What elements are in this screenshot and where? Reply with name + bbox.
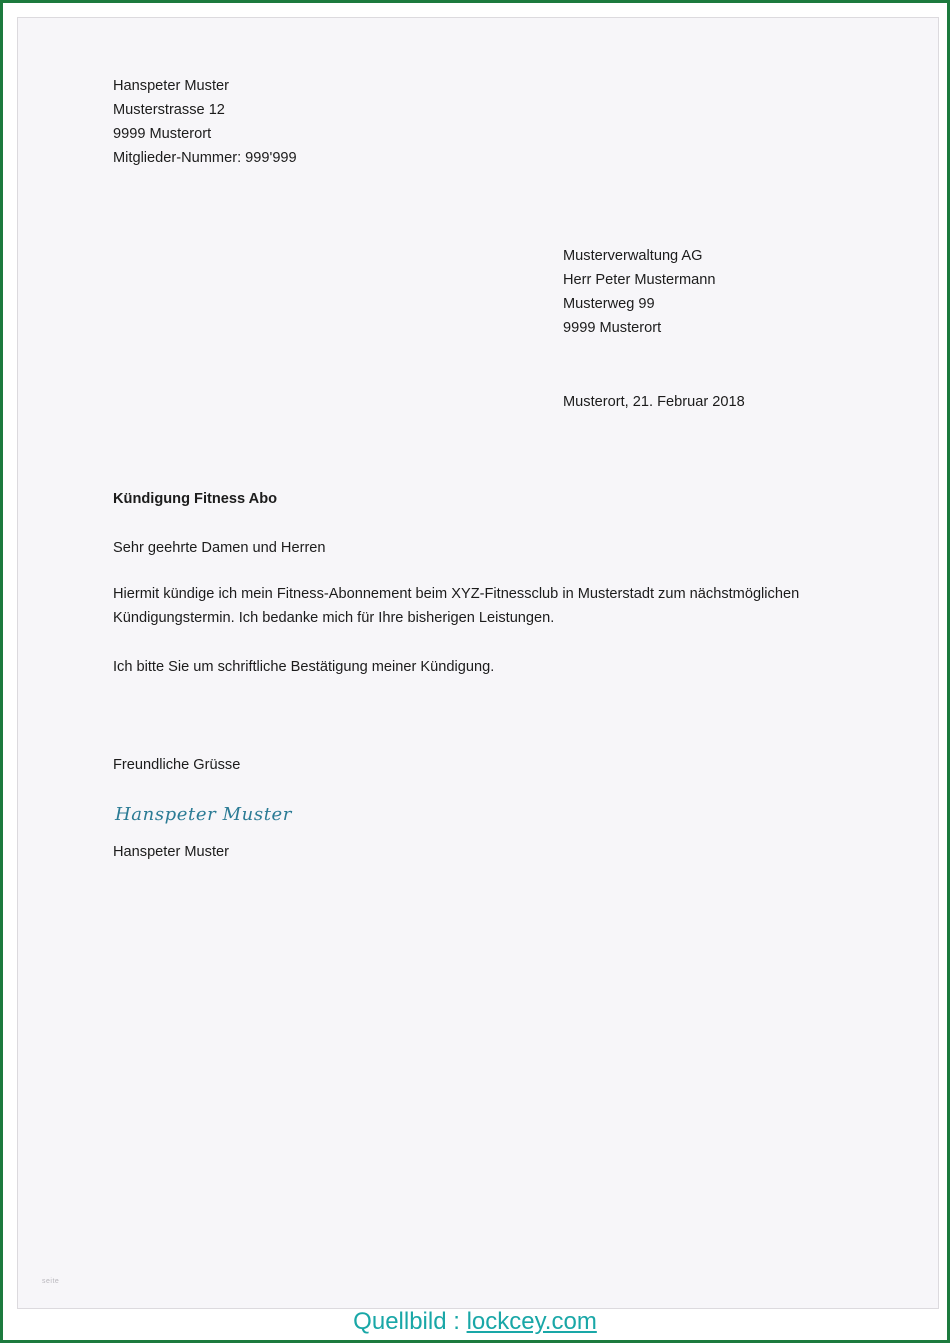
recipient-line-1: Musterverwaltung AG bbox=[563, 248, 703, 264]
sender-member-number: Mitglieder-Nummer: 999'999 bbox=[113, 150, 297, 166]
letter-body bbox=[18, 18, 938, 1308]
recipient-line-2: Herr Peter Mustermann bbox=[563, 272, 716, 288]
place-and-date: Musterort, 21. Februar 2018 bbox=[563, 394, 745, 410]
letter-paragraph-2: Ich bitte Sie um schriftliche Bestätigung meiner Kündigung. bbox=[113, 659, 495, 675]
recipient-line-3: Musterweg 99 bbox=[563, 296, 655, 312]
page-corner-mark: seite bbox=[42, 1278, 60, 1285]
sender-line-3: 9999 Musterort bbox=[113, 126, 212, 142]
watermark-label: Quellbild : bbox=[353, 1308, 467, 1335]
sender-line-1: Hanspeter Muster bbox=[113, 78, 229, 94]
letter-subject: Kündigung Fitness Abo bbox=[113, 491, 278, 507]
recipient-address-block bbox=[563, 244, 715, 340]
letter-salutation: Sehr geehrte Damen und Herren bbox=[113, 540, 326, 556]
letter-closing: Freundliche Grüsse bbox=[113, 757, 241, 773]
watermark-site-link[interactable]: lockcey.com bbox=[466, 1308, 597, 1335]
signature-printed-name: Hanspeter Muster bbox=[113, 844, 229, 860]
recipient-line-4: 9999 Musterort bbox=[563, 320, 662, 336]
handwritten-signature: Hanspeter Muster bbox=[115, 804, 292, 825]
sender-line-2: Musterstrasse 12 bbox=[113, 102, 225, 118]
letter-sheet bbox=[17, 17, 939, 1309]
letter-paragraph-1: Hiermit kündige ich mein Fitness-Abonnement beim XYZ-Fitnessclub in Musterstadt zum nächstmöglichen Kündigungstermin. Ich bedanke mich für Ihre bisherigen Leistungen. bbox=[113, 586, 800, 626]
sender-address-block bbox=[113, 74, 297, 170]
source-watermark bbox=[3, 1308, 947, 1336]
